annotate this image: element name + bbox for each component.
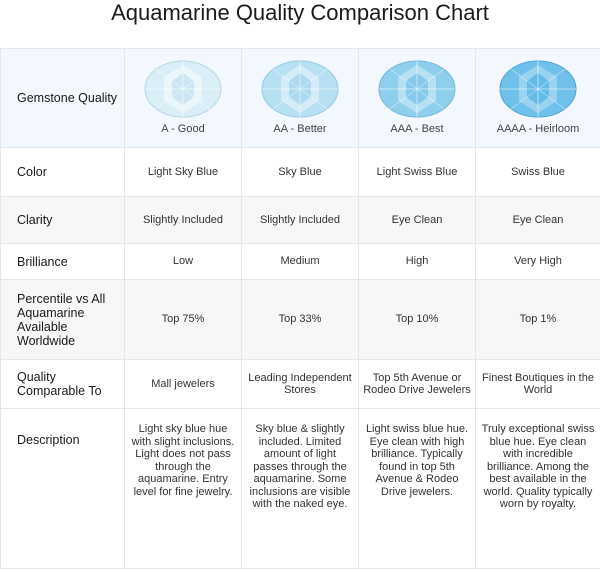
table-row [1, 148, 600, 197]
grade-label: AA - Better [273, 123, 327, 135]
table-cell: Medium [242, 244, 359, 280]
row-label: Clarity [1, 197, 125, 244]
table-cell: Top 10% [359, 280, 476, 360]
table-cell: Light Sky Blue [125, 148, 242, 197]
table-row [1, 244, 600, 280]
table-cell: Very High [476, 244, 600, 280]
row-label: Gemstone Quality [1, 49, 125, 148]
table-cell: Light swiss blue hue. Eye clean with high brilliance. Typically found in top 5th Avenue & Rodeo Drive jewelers. [359, 409, 476, 569]
comparison-table [0, 48, 600, 569]
table-cell: Eye Clean [359, 197, 476, 244]
page-title: Aquamarine Quality Comparison Chart [111, 0, 489, 25]
table-cell: Truly exceptional swiss blue hue. Eye clean with incredible brilliance. Among the best available in the world. Quality typically worn by royalty. [476, 409, 600, 569]
table-cell: Top 33% [242, 280, 359, 360]
grade-label: AAA - Best [390, 123, 444, 135]
table-cell: Top 75% [125, 280, 242, 360]
table-cell: Mall jewelers [125, 360, 242, 409]
gem-icon [142, 59, 224, 119]
table-cell: Leading Independent Stores [242, 360, 359, 409]
table-row [1, 280, 600, 360]
table-cell: Finest Boutiques in the World [476, 360, 600, 409]
table-cell: Light sky blue hue with slight inclusions. Light does not pass through the aquamarine. Entry level for fine jewelry. [125, 409, 242, 569]
table-cell: Slightly Included [242, 197, 359, 244]
grade-cell [476, 49, 600, 148]
table-cell: Light Swiss Blue [359, 148, 476, 197]
row-label: Description [1, 409, 125, 569]
row-label: Color [1, 148, 125, 197]
gem-icon [376, 59, 458, 119]
table-cell: Sky blue & slightly included. Limited amount of light passes through the aquamarine. Some inclusions are visible with the naked eye. [242, 409, 359, 569]
table-cell: Top 5th Avenue or Rodeo Drive Jewelers [359, 360, 476, 409]
table-row [1, 360, 600, 409]
grade-label: AAAA - Heirloom [496, 123, 580, 135]
table-cell: High [359, 244, 476, 280]
table-cell: Eye Clean [476, 197, 600, 244]
table-row [1, 409, 600, 569]
row-label: Percentile vs All Aquamarine Available Worldwide [1, 280, 125, 360]
table-cell: Top 1% [476, 280, 600, 360]
table-row [1, 197, 600, 244]
grade-cell [242, 49, 359, 148]
table-row [1, 49, 600, 148]
row-label: Quality Comparable To [1, 360, 125, 409]
table-cell: Low [125, 244, 242, 280]
table-cell: Swiss Blue [476, 148, 600, 197]
table-cell: Slightly Included [125, 197, 242, 244]
row-label: Brilliance [1, 244, 125, 280]
grade-label: A - Good [161, 123, 205, 135]
grade-cell [359, 49, 476, 148]
table-cell: Sky Blue [242, 148, 359, 197]
grade-cell [125, 49, 242, 148]
gem-icon [259, 59, 341, 119]
gem-icon [497, 59, 579, 119]
